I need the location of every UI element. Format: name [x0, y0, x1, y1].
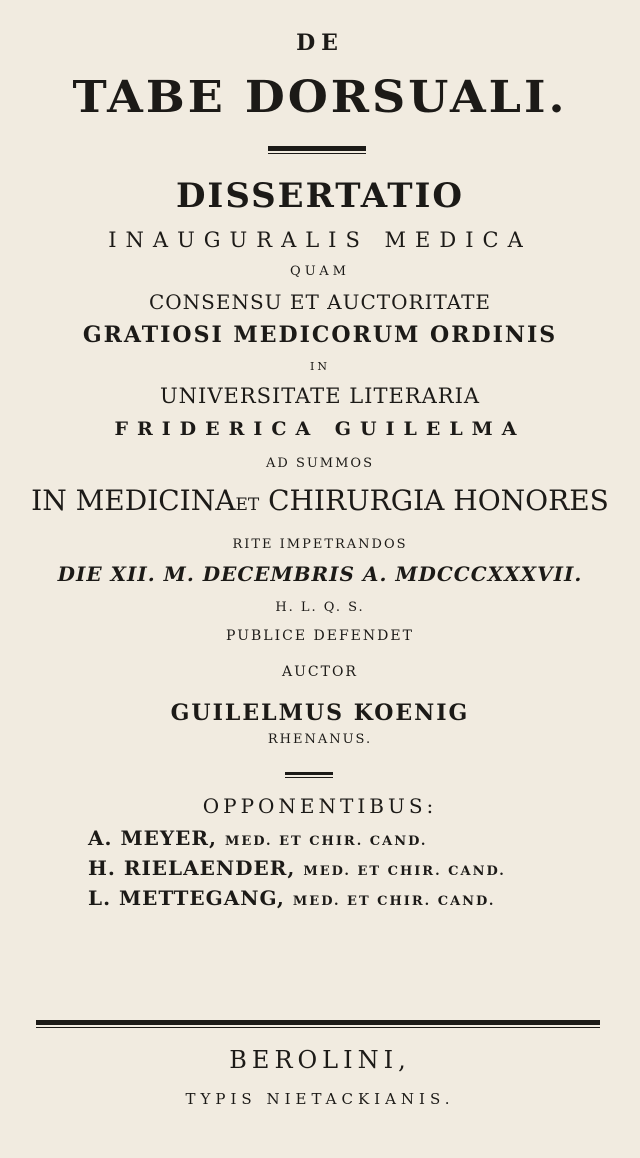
opponent-name: A. MEYER, [88, 826, 217, 850]
opponent-name: H. RIELAENDER, [88, 856, 296, 880]
date-line: DIE XII. M. DECEMBRIS A. MDCCCXXXVII. [57, 562, 583, 586]
publice-line: PUBLICE DEFENDET [226, 628, 414, 644]
opponent-row [88, 826, 427, 850]
ornament-rule-thin [268, 153, 366, 154]
universitate-line: UNIVERSITATE LITERARIA [159, 384, 481, 408]
rite-line: RITE IMPETRANDOS [232, 537, 408, 552]
et-text: ET [235, 495, 260, 515]
opponent-row [88, 856, 506, 880]
ad-summos-line: AD SUMMOS [266, 456, 374, 471]
opponent-degree: MED. ET CHIR. CAND. [224, 834, 428, 849]
footer-rule-thin [36, 1027, 600, 1028]
opponent-row [88, 886, 495, 910]
consensu-line: CONSENSU ET AUCTORITATE [148, 290, 492, 314]
in-medicina-text: IN MEDICINA [31, 484, 236, 517]
preposition-de: DE [296, 30, 344, 56]
small-rule [285, 772, 333, 775]
dissertatio-heading: DISSERTATIO [175, 176, 465, 216]
place-of-publication: BEROLINI, [229, 1046, 411, 1074]
printer-line: TYPIS NIETACKIANIS. [185, 1090, 455, 1108]
inauguralis-line: INAUGURALIS MEDICA [108, 228, 532, 252]
hlqs-line: H. L. Q. S. [275, 600, 365, 615]
work-title: TABE DORSUALI. [72, 71, 568, 123]
friderica-line: FRIDERICA GUILELMA [114, 418, 526, 440]
footer-rule [36, 1020, 600, 1025]
in-line: IN [310, 360, 330, 373]
chirurgia-text: CHIRURGIA HONORES [268, 484, 609, 517]
quam-line: QUAM [290, 264, 350, 279]
opponent-name: L. METTEGANG, [88, 886, 285, 910]
author-origin: RHENANUS. [267, 732, 373, 747]
gratiosi-line: GRATIOSI MEDICORUM ORDINIS [82, 322, 558, 348]
ornament-rule [268, 146, 366, 151]
auctor-line: AUCTOR [282, 664, 358, 680]
opponentibus-heading: OPPONENTIBUS: [202, 794, 438, 818]
honores-line [0, 484, 640, 517]
opponent-degree: MED. ET CHIR. CAND. [292, 894, 496, 909]
opponent-degree: MED. ET CHIR. CAND. [303, 864, 506, 879]
small-rule-thin [285, 777, 333, 778]
author-name: GUILELMUS KOENIG [170, 700, 470, 726]
